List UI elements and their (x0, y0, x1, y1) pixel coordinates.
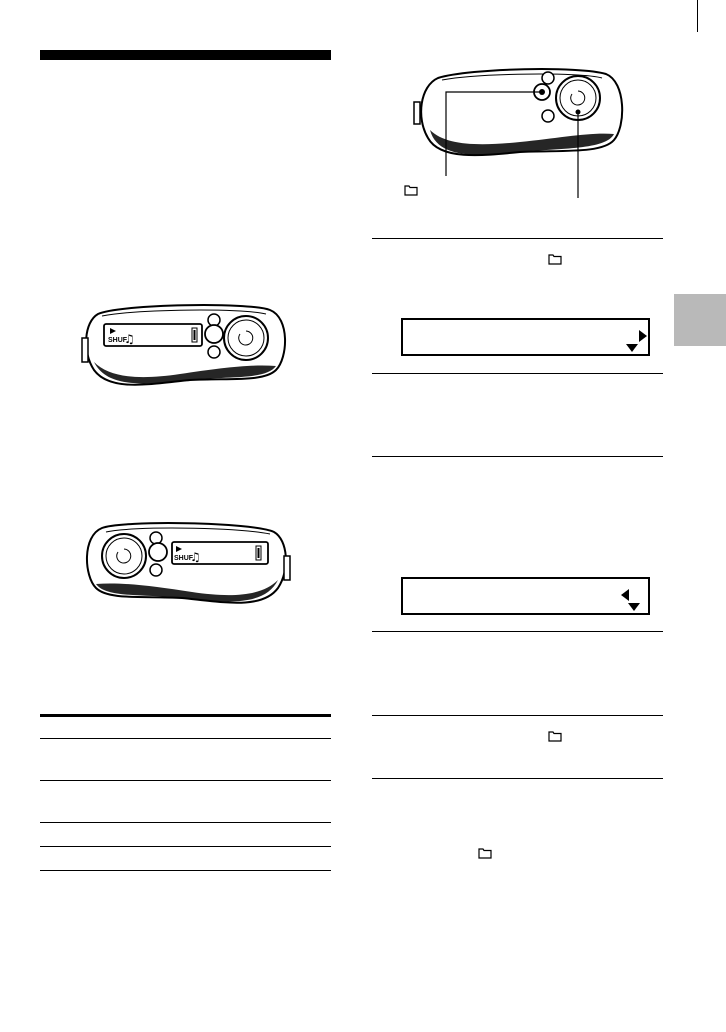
table-row-divider (40, 846, 331, 847)
step-divider (372, 238, 663, 239)
display-screen-left-scroll (401, 577, 650, 615)
folder-icon (548, 730, 562, 742)
step-divider (372, 373, 663, 374)
table-row-divider (40, 822, 331, 823)
svg-text:SHUF: SHUF (174, 555, 194, 562)
player-illustration-reversed (82, 518, 292, 610)
triangle-down-icon (628, 603, 640, 611)
step-divider (372, 631, 663, 632)
triangle-down-icon (626, 344, 638, 352)
step-divider (372, 715, 663, 716)
svg-text:♫: ♫ (124, 332, 135, 346)
section-heading-bar (40, 50, 331, 60)
table-row-divider (40, 780, 331, 781)
folder-icon (478, 847, 492, 859)
folder-icon (548, 253, 562, 265)
player-illustration-front (80, 300, 290, 392)
display-screen-right-scroll (401, 318, 650, 356)
mode-label: SHUF (108, 337, 128, 344)
svg-text:♫: ♫ (190, 550, 201, 564)
table-bottom-rule (40, 870, 331, 871)
table-row-divider (40, 738, 331, 739)
table-top-rule (40, 714, 331, 717)
step-divider (372, 456, 663, 457)
step-divider (372, 778, 663, 779)
section-index-tab (674, 294, 726, 346)
triangle-left-icon (621, 589, 629, 601)
player-illustration-callout (410, 66, 630, 206)
folder-icon (404, 184, 418, 196)
triangle-right-icon (639, 330, 647, 342)
crop-mark (697, 0, 698, 32)
